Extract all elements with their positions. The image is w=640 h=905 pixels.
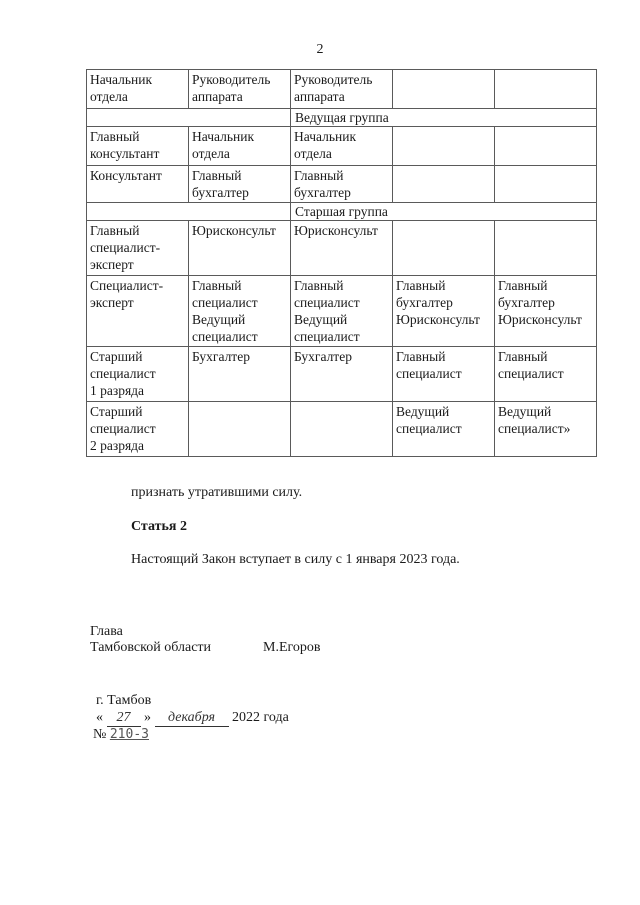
table-cell — [189, 276, 291, 347]
table-row — [87, 347, 597, 402]
table-cell — [495, 166, 597, 203]
table-cell — [393, 221, 495, 276]
table-cell — [189, 166, 291, 203]
table-row — [87, 402, 597, 457]
group-lead-label: Ведущая группа — [291, 109, 597, 127]
table-cell — [393, 276, 495, 347]
cell-line: отдела — [90, 89, 128, 104]
table-cell — [291, 127, 393, 166]
cell-line: Ведущий — [192, 312, 246, 327]
table-row — [87, 221, 597, 276]
cell-line: Главный — [498, 278, 548, 293]
cell-line: специалист — [498, 366, 564, 381]
cell-line: 1 разряда — [90, 383, 145, 398]
cell-line: Старший — [90, 349, 143, 364]
table-cell — [495, 221, 597, 276]
table-cell — [495, 70, 597, 109]
date-day: 27 — [107, 710, 141, 727]
group-row-spacer — [87, 109, 291, 127]
table-cell — [189, 70, 291, 109]
cell-line: аппарата — [192, 89, 243, 104]
cell-line: Старший — [90, 404, 143, 419]
cell-line: отдела — [192, 146, 230, 161]
cell-line: Руководитель — [192, 72, 271, 87]
place-city: г. Тамбов — [96, 693, 152, 708]
cell-line: бухгалтер — [396, 295, 453, 310]
table-cell — [189, 127, 291, 166]
date-month: декабря — [155, 710, 229, 727]
after-table-text: признать утратившими силу. — [131, 485, 303, 500]
cell-line: консультант — [90, 146, 160, 161]
date-close-quote: » — [144, 710, 151, 725]
law-number — [93, 727, 149, 743]
cell-line: 2 разряда — [90, 438, 145, 453]
law-number-prefix: № — [93, 727, 107, 742]
table-cell — [495, 276, 597, 347]
table-cell — [291, 166, 393, 203]
cell-line: Главный — [90, 223, 140, 238]
table-cell — [291, 347, 393, 402]
group-senior-label: Старшая группа — [291, 203, 597, 221]
page-number: 2 — [316, 42, 324, 57]
table-cell — [291, 70, 393, 109]
table-row — [87, 70, 597, 109]
table-cell — [87, 166, 189, 203]
cell-line: Юрисконсульт — [294, 223, 378, 238]
table-cell — [189, 402, 291, 457]
table-row — [87, 166, 597, 203]
table-cell — [393, 347, 495, 402]
table-cell — [291, 276, 393, 347]
cell-line: Главный — [294, 168, 344, 183]
signature-name: М.Егоров — [263, 640, 321, 655]
table-cell — [393, 402, 495, 457]
ranks-table — [86, 69, 597, 457]
table-row — [87, 127, 597, 166]
cell-line: специалист — [90, 421, 156, 436]
cell-line: отдела — [294, 146, 332, 161]
article-heading: Статья 2 — [131, 519, 187, 534]
table-row — [87, 276, 597, 347]
table-cell — [189, 347, 291, 402]
article-text: Настоящий Закон вступает в силу с 1 января 2023 года. — [131, 552, 460, 567]
group-lead-row — [87, 109, 597, 127]
cell-line: Бухгалтер — [192, 349, 250, 364]
cell-line: специалист- — [90, 240, 161, 255]
cell-line: специалист — [90, 366, 156, 381]
group-senior-row — [87, 203, 597, 221]
cell-line: бухгалтер — [192, 185, 249, 200]
table-cell — [495, 127, 597, 166]
cell-line: Главный — [192, 168, 242, 183]
cell-line: Начальник — [192, 129, 255, 144]
table-cell — [291, 402, 393, 457]
cell-line: Ведущий — [294, 312, 348, 327]
cell-line: специалист — [294, 329, 360, 344]
cell-line: специалист — [192, 329, 258, 344]
table-cell — [87, 276, 189, 347]
table-cell — [189, 221, 291, 276]
cell-line: Начальник — [294, 129, 357, 144]
table-cell — [87, 221, 189, 276]
cell-line: Главный — [294, 278, 344, 293]
table-cell — [393, 127, 495, 166]
cell-line: специалист — [294, 295, 360, 310]
cell-line: Главный — [396, 278, 446, 293]
table-cell — [393, 166, 495, 203]
cell-line: Специалист- — [90, 278, 164, 293]
cell-line: специалист — [192, 295, 258, 310]
signature-title-line2: Тамбовской области — [90, 640, 212, 655]
cell-line: Главный — [498, 349, 548, 364]
cell-line: эксперт — [90, 295, 134, 310]
table-cell — [87, 347, 189, 402]
group-row-spacer — [87, 203, 291, 221]
cell-line: Юрисконсульт — [396, 312, 480, 327]
law-number-value: 210-З — [109, 727, 149, 742]
table-cell — [87, 402, 189, 457]
cell-line: специалист — [396, 366, 462, 381]
cell-line: Руководитель — [294, 72, 373, 87]
table-cell — [87, 70, 189, 109]
cell-line: Юрисконсульт — [192, 223, 276, 238]
cell-line: бухгалтер — [498, 295, 555, 310]
cell-line: Ведущий — [396, 404, 450, 419]
table-cell — [87, 127, 189, 166]
cell-line: эксперт — [90, 257, 134, 272]
date-open-quote: « — [96, 710, 103, 725]
table-cell — [495, 347, 597, 402]
cell-line: Юрисконсульт — [498, 312, 582, 327]
signature-title-line1: Глава — [90, 624, 123, 639]
cell-line: специалист — [396, 421, 462, 436]
cell-line: Главный — [192, 278, 242, 293]
cell-line: Консультант — [90, 168, 162, 183]
cell-line: бухгалтер — [294, 185, 351, 200]
cell-line: аппарата — [294, 89, 345, 104]
cell-line: Начальник — [90, 72, 153, 87]
table-cell — [291, 221, 393, 276]
date-year: 2022 года — [232, 710, 289, 725]
cell-line: Главный — [90, 129, 140, 144]
cell-line: Бухгалтер — [294, 349, 352, 364]
cell-line: специалист» — [498, 421, 571, 436]
place-date — [96, 710, 289, 727]
cell-line: Главный — [396, 349, 446, 364]
table-cell — [393, 70, 495, 109]
table-cell — [495, 402, 597, 457]
cell-line: Ведущий — [498, 404, 552, 419]
